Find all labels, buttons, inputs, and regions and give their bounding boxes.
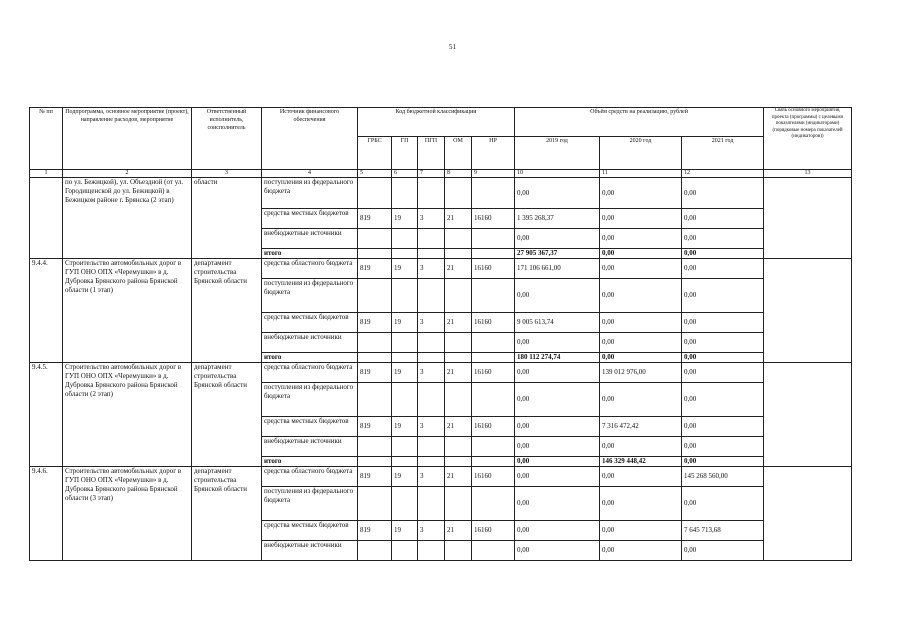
amount-2019: 0,00 (515, 457, 600, 467)
header-kbk: Код бюджетной классификации (358, 108, 515, 137)
code-grbs (358, 437, 392, 457)
code-pgp (418, 541, 445, 561)
amount-2021: 145 268 560,00 (682, 467, 764, 487)
header-program: Подпрограмма, основное мероприятие (проект), направление расходов, мероприятие (63, 108, 192, 170)
code-gp (392, 437, 418, 457)
amount-2020: 0,00 (600, 383, 682, 417)
funding-source: средства местных бюджетов (262, 209, 358, 229)
code-om (445, 333, 472, 353)
code-pgp (418, 353, 445, 363)
code-nr (472, 457, 515, 467)
code-pgp (418, 178, 445, 209)
code-nr (472, 487, 515, 521)
code-gp (392, 279, 418, 313)
code-nr: 16160 (472, 363, 515, 383)
amount-2021: 0,00 (682, 353, 764, 363)
code-gp: 19 (392, 313, 418, 333)
amount-2019: 0,00 (515, 279, 600, 313)
code-nr: 16160 (472, 417, 515, 437)
amount-2020: 0,00 (600, 333, 682, 353)
header-executor: Ответственный исполнитель, соисполнитель (192, 108, 262, 170)
code-gp (392, 178, 418, 209)
amount-2020: 0,00 (600, 229, 682, 249)
amount-2021: 0,00 (682, 333, 764, 353)
code-grbs: 819 (358, 313, 392, 333)
source-row (30, 467, 852, 487)
indicator-link (764, 467, 852, 561)
item-name: по ул. Бежицкой), ул. Объездной (от ул. Городищенской до ул. Бежицкой) в Бежицком районе г. Брянска (2 этап) (63, 178, 192, 259)
code-grbs (358, 178, 392, 209)
amount-2021: 0,00 (682, 383, 764, 417)
code-om: 21 (445, 417, 472, 437)
code-nr (472, 437, 515, 457)
code-pgp: 3 (418, 363, 445, 383)
col-number: 4 (262, 170, 358, 178)
funding-source: средства областного бюджета (262, 363, 358, 383)
header-num: № пп (30, 108, 63, 170)
code-pgp (418, 487, 445, 521)
code-pgp (418, 229, 445, 249)
code-pgp (418, 333, 445, 353)
amount-2020: 0,00 (600, 279, 682, 313)
amount-2021: 0,00 (682, 229, 764, 249)
amount-2021: 0,00 (682, 259, 764, 279)
code-gp: 19 (392, 259, 418, 279)
code-pgp: 3 (418, 417, 445, 437)
amount-2021: 0,00 (682, 417, 764, 437)
amount-2020: 0,00 (600, 353, 682, 363)
code-grbs: 819 (358, 521, 392, 541)
header-source: Источник финансового обеспечения (262, 108, 358, 170)
amount-2020: 0,00 (600, 249, 682, 259)
code-pgp (418, 249, 445, 259)
col-number: 13 (764, 170, 852, 178)
code-pgp (418, 437, 445, 457)
col-number: 10 (515, 170, 600, 178)
col-number: 2 (63, 170, 192, 178)
amount-2019: 0,00 (515, 178, 600, 209)
code-nr (472, 333, 515, 353)
amount-2019: 180 112 274,74 (515, 353, 600, 363)
amount-2019: 27 905 367,37 (515, 249, 600, 259)
item-number: 9.4.6. (30, 467, 63, 561)
col-number: 9 (472, 170, 515, 178)
header-year-2019: 2019 год (515, 137, 600, 170)
funding-source: средства областного бюджета (262, 467, 358, 487)
item-executor: департамент строительства Брянской области (192, 467, 262, 561)
amount-2020: 139 012 976,00 (600, 363, 682, 383)
amount-2021: 0,00 (682, 437, 764, 457)
amount-2021: 7 645 713,68 (682, 521, 764, 541)
code-gp (392, 229, 418, 249)
code-nr (472, 229, 515, 249)
code-gp (392, 541, 418, 561)
header-volume: Объём средств на реализацию, рублей (515, 108, 764, 137)
code-gp: 19 (392, 363, 418, 383)
amount-2019: 0,00 (515, 229, 600, 249)
code-pgp: 3 (418, 259, 445, 279)
funding-source: средства областного бюджета (262, 259, 358, 279)
budget-table (29, 107, 852, 561)
item-number: 9.4.5. (30, 363, 63, 467)
funding-source: поступления из федерального бюджета (262, 487, 358, 521)
amount-2019: 1 395 268,37 (515, 209, 600, 229)
item-executor: департамент строительства Брянской области (192, 259, 262, 363)
header-year-2020: 2020 год (600, 137, 682, 170)
amount-2020: 0,00 (600, 487, 682, 521)
code-grbs (358, 249, 392, 259)
amount-2019: 0,00 (515, 333, 600, 353)
code-om: 21 (445, 467, 472, 487)
code-nr (472, 541, 515, 561)
amount-2019: 0,00 (515, 383, 600, 417)
total-label: итого (262, 457, 358, 467)
col-number: 11 (600, 170, 682, 178)
amount-2021: 0,00 (682, 279, 764, 313)
code-gp (392, 383, 418, 417)
amount-2020: 146 329 448,42 (600, 457, 682, 467)
code-om: 21 (445, 259, 472, 279)
indicator-link (764, 363, 852, 467)
amount-2019: 0,00 (515, 363, 600, 383)
funding-source: внебюджетные источники (262, 333, 358, 353)
amount-2021: 0,00 (682, 178, 764, 209)
code-nr (472, 178, 515, 209)
total-label: итого (262, 249, 358, 259)
amount-2019: 0,00 (515, 521, 600, 541)
code-om (445, 353, 472, 363)
col-number: 5 (358, 170, 392, 178)
item-name: Строительство автомобильных дорог в ГУП ОНО ОПХ «Черемушки» в д. Дубровка Брянского района Брянской области (3 этап) (63, 467, 192, 561)
code-nr (472, 279, 515, 313)
code-grbs (358, 279, 392, 313)
code-gp (392, 333, 418, 353)
code-pgp (418, 457, 445, 467)
code-om: 21 (445, 363, 472, 383)
code-grbs: 819 (358, 417, 392, 437)
indicator-link (764, 178, 852, 259)
code-gp: 19 (392, 209, 418, 229)
code-om (445, 383, 472, 417)
page-number: 51 (449, 43, 456, 51)
amount-2019: 0,00 (515, 487, 600, 521)
item-executor: области (192, 178, 262, 259)
source-row (30, 259, 852, 279)
amount-2020: 0,00 (600, 313, 682, 333)
funding-source: средства местных бюджетов (262, 417, 358, 437)
code-om (445, 437, 472, 457)
item-number: 9.4.4. (30, 259, 63, 363)
amount-2020: 0,00 (600, 209, 682, 229)
header-om: ОМ (445, 137, 472, 170)
source-row (30, 363, 852, 383)
code-gp: 19 (392, 467, 418, 487)
header-pgp: ПГП (418, 137, 445, 170)
code-om (445, 249, 472, 259)
amount-2020: 0,00 (600, 541, 682, 561)
header-nr: НР (472, 137, 515, 170)
code-nr: 16160 (472, 209, 515, 229)
amount-2020: 0,00 (600, 437, 682, 457)
code-grbs (358, 457, 392, 467)
funding-source: внебюджетные источники (262, 437, 358, 457)
code-grbs (358, 541, 392, 561)
funding-source: внебюджетные источники (262, 229, 358, 249)
funding-source: поступления из федерального бюджета (262, 383, 358, 417)
col-number: 1 (30, 170, 63, 178)
amount-2020: 0,00 (600, 521, 682, 541)
amount-2021: 0,00 (682, 209, 764, 229)
code-gp (392, 457, 418, 467)
code-grbs: 819 (358, 259, 392, 279)
item-name: Строительство автомобильных дорог в ГУП ОНО ОПХ «Черемушки» в д. Дубровка Брянского района Брянской области (1 этап) (63, 259, 192, 363)
funding-source: внебюджетные источники (262, 541, 358, 561)
code-nr (472, 383, 515, 417)
code-pgp (418, 279, 445, 313)
funding-source: поступления из федерального бюджета (262, 279, 358, 313)
amount-2021: 0,00 (682, 457, 764, 467)
code-om (445, 178, 472, 209)
code-grbs (358, 487, 392, 521)
header-year-2021: 2021 год (682, 137, 764, 170)
col-number: 6 (392, 170, 418, 178)
amount-2021: 0,00 (682, 249, 764, 259)
amount-2021: 0,00 (682, 541, 764, 561)
amount-2020: 0,00 (600, 178, 682, 209)
code-grbs (358, 333, 392, 353)
item-number (30, 178, 63, 259)
item-name: Строительство автомобильных дорог в ГУП ОНО ОПХ «Черемушки» в д. Дубровка Брянского района Брянской области (2 этап) (63, 363, 192, 467)
indicator-link (764, 259, 852, 363)
total-label: итого (262, 353, 358, 363)
code-nr: 16160 (472, 313, 515, 333)
amount-2019: 0,00 (515, 437, 600, 457)
code-grbs: 819 (358, 467, 392, 487)
code-om (445, 279, 472, 313)
code-pgp: 3 (418, 467, 445, 487)
code-grbs: 819 (358, 363, 392, 383)
amount-2019: 0,00 (515, 467, 600, 487)
header-gp: ГП (392, 137, 418, 170)
item-executor: департамент строительства Брянской области (192, 363, 262, 467)
code-om: 21 (445, 521, 472, 541)
code-nr (472, 353, 515, 363)
code-grbs (358, 383, 392, 417)
code-nr (472, 249, 515, 259)
amount-2019: 0,00 (515, 541, 600, 561)
code-om (445, 487, 472, 521)
code-gp (392, 487, 418, 521)
code-grbs: 819 (358, 209, 392, 229)
code-om: 21 (445, 209, 472, 229)
code-gp: 19 (392, 417, 418, 437)
code-gp: 19 (392, 521, 418, 541)
col-number: 3 (192, 170, 262, 178)
code-pgp: 3 (418, 313, 445, 333)
code-om (445, 229, 472, 249)
amount-2020: 7 316 472,42 (600, 417, 682, 437)
code-pgp: 3 (418, 209, 445, 229)
header-indicators: Связь основного мероприятия, проекта (программы) с целевыми показателями (индикаторами) (порядковые номера показателей (индикаторов)) (764, 108, 852, 170)
source-row (30, 178, 852, 209)
amount-2021: 0,00 (682, 313, 764, 333)
amount-2020: 0,00 (600, 467, 682, 487)
col-number: 8 (445, 170, 472, 178)
code-grbs (358, 229, 392, 249)
code-nr: 16160 (472, 467, 515, 487)
funding-source: поступления из федерального бюджета (262, 178, 358, 209)
col-number: 12 (682, 170, 764, 178)
amount-2021: 0,00 (682, 363, 764, 383)
code-nr: 16160 (472, 521, 515, 541)
code-gp (392, 249, 418, 259)
code-om (445, 541, 472, 561)
funding-source: средства местных бюджетов (262, 521, 358, 541)
amount-2019: 0,00 (515, 417, 600, 437)
header-grbs: ГРБС (358, 137, 392, 170)
amount-2021: 0,00 (682, 487, 764, 521)
code-gp (392, 353, 418, 363)
amount-2020: 0,00 (600, 259, 682, 279)
code-om (445, 457, 472, 467)
funding-source: средства местных бюджетов (262, 313, 358, 333)
code-pgp (418, 383, 445, 417)
code-om: 21 (445, 313, 472, 333)
code-pgp: 3 (418, 521, 445, 541)
amount-2019: 171 106 661,00 (515, 259, 600, 279)
col-number: 7 (418, 170, 445, 178)
code-grbs (358, 353, 392, 363)
code-nr: 16160 (472, 259, 515, 279)
amount-2019: 9 005 613,74 (515, 313, 600, 333)
numbering-row (30, 170, 852, 178)
